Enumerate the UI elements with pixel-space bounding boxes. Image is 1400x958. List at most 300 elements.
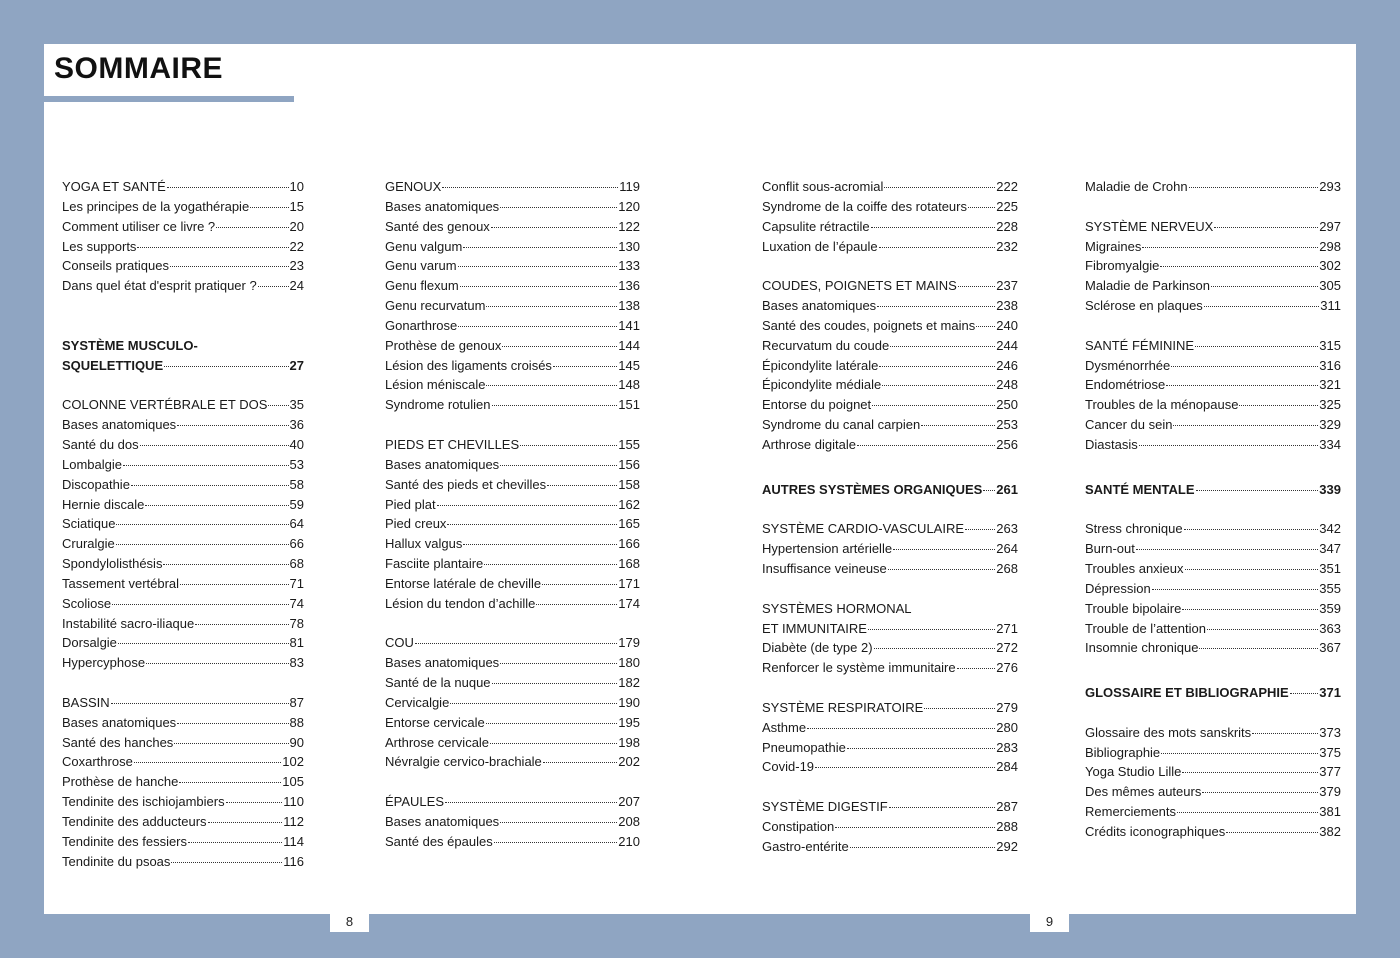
toc-spacer	[62, 316, 304, 336]
toc-entry-label: AUTRES SYSTÈMES ORGANIQUES	[762, 481, 983, 497]
toc-entry-page-number: 116	[283, 853, 304, 869]
toc-entry[interactable]	[1085, 177, 1341, 197]
toc-entry-page-number: 78	[289, 615, 304, 631]
toc-entry[interactable]	[1085, 415, 1341, 435]
toc-entry[interactable]	[1085, 599, 1341, 619]
dot-leader	[547, 485, 617, 486]
toc-entry[interactable]	[62, 792, 304, 812]
toc-entry[interactable]	[1085, 743, 1341, 763]
toc-entry[interactable]	[385, 514, 640, 534]
toc-entry[interactable]	[62, 574, 304, 594]
toc-entry[interactable]	[1085, 336, 1341, 356]
dot-leader	[1195, 346, 1318, 347]
toc-entry-page-number: 232	[996, 238, 1018, 254]
toc-entry-label: Les supports	[62, 238, 137, 254]
dot-leader	[890, 346, 995, 347]
dot-leader	[879, 366, 995, 367]
toc-entry-label: Santé des pieds et chevilles	[385, 476, 547, 492]
toc-section-heading[interactable]	[762, 480, 1018, 500]
toc-entry[interactable]	[762, 559, 1018, 579]
toc-entry-page-number: 288	[996, 819, 1018, 834]
dot-leader	[123, 465, 289, 466]
dot-leader	[1185, 569, 1319, 570]
toc-entry-label: Pied creux	[385, 516, 447, 532]
toc-entry-page-number: 379	[1319, 784, 1341, 800]
toc-entry-page-number: 373	[1319, 724, 1341, 740]
toc-entry-label: Comment utiliser ce livre ?	[62, 218, 216, 234]
toc-entry-label: Santé des genoux	[385, 218, 490, 234]
toc-entry-label: Prothèse de hanche	[62, 774, 179, 790]
dot-leader	[1214, 227, 1318, 228]
toc-spacer	[1085, 197, 1341, 217]
toc-entry[interactable]	[385, 375, 640, 395]
toc-entry-label: Constipation	[762, 819, 835, 834]
toc-entry-page-number: 10	[289, 179, 304, 194]
toc-entry-page-number: 145	[618, 357, 640, 373]
toc-entry-page-number: 280	[996, 719, 1018, 735]
toc-entry[interactable]	[762, 698, 1018, 718]
dot-leader	[112, 604, 288, 605]
toc-entry[interactable]	[762, 276, 1018, 296]
toc-entry-page-number: 81	[289, 635, 304, 651]
toc-section-heading[interactable]	[1085, 480, 1341, 500]
toc-spacer	[762, 678, 1018, 698]
toc-entry-label: COU	[385, 635, 414, 651]
toc-entry[interactable]	[62, 752, 304, 772]
toc-entry[interactable]	[62, 276, 304, 296]
dot-leader	[847, 748, 995, 749]
toc-entry-label: Hallux valgus	[385, 536, 463, 552]
toc-entry-page-number: 367	[1319, 640, 1341, 656]
toc-spacer	[62, 375, 304, 395]
toc-entry-page-number: 158	[618, 476, 640, 492]
dot-leader	[502, 346, 617, 347]
dot-leader	[447, 524, 617, 525]
toc-entry-label: Trouble bipolaire	[1085, 600, 1182, 616]
toc-entry-page-number: 90	[289, 734, 304, 750]
toc-entry-label: Syndrome du canal carpien	[762, 417, 921, 433]
toc-entry[interactable]	[62, 495, 304, 515]
toc-entry-label: Sclérose en plaques	[1085, 298, 1203, 314]
toc-entry[interactable]	[1085, 802, 1341, 822]
toc-entry-label: Lésion des ligaments croisés	[385, 357, 552, 373]
toc-entry[interactable]	[62, 256, 304, 276]
toc-entry-label: Entorse cervicale	[385, 714, 485, 730]
toc-entry-page-number: 297	[1319, 218, 1341, 234]
toc-entry-label: Lésion méniscale	[385, 377, 486, 393]
toc-entry[interactable]	[62, 455, 304, 475]
toc-entry[interactable]	[385, 455, 640, 475]
toc-entry[interactable]	[62, 534, 304, 554]
toc-entry-page-number: 87	[289, 694, 304, 710]
toc-entry[interactable]	[62, 633, 304, 653]
dot-leader	[1139, 445, 1319, 446]
toc-entry-label: Insuffisance veineuse	[762, 561, 887, 577]
toc-entry-label: ÉPAULES	[385, 794, 445, 810]
toc-entry-label: Santé du dos	[62, 436, 139, 452]
toc-entry[interactable]	[385, 673, 640, 693]
dot-leader	[500, 207, 617, 208]
toc-entry-label: Bases anatomiques	[62, 714, 177, 730]
toc-entry-label: Diastasis	[1085, 436, 1138, 452]
toc-entry-page-number: 271	[996, 620, 1018, 636]
dot-leader	[268, 405, 288, 406]
toc-entry[interactable]	[1085, 217, 1341, 237]
dot-leader	[1182, 609, 1318, 610]
toc-entry[interactable]	[385, 356, 640, 376]
title-underline-bar	[44, 96, 294, 102]
toc-entry-page-number: 311	[1320, 298, 1341, 314]
toc-entry[interactable]	[762, 658, 1018, 678]
toc-spacer	[762, 579, 1018, 599]
dot-leader	[486, 306, 617, 307]
dot-leader	[460, 286, 618, 287]
toc-entry-label: Covid-19	[762, 759, 815, 775]
toc-entry-label: Maladie de Parkinson	[1085, 278, 1211, 294]
toc-entry[interactable]	[1085, 579, 1341, 599]
dot-leader	[177, 425, 288, 426]
toc-entry[interactable]	[762, 718, 1018, 738]
toc-entry-page-number: 264	[996, 541, 1018, 557]
toc-entry-label: Bases anatomiques	[385, 198, 500, 214]
toc-entry[interactable]	[762, 356, 1018, 376]
toc-entry-page-number: 151	[618, 397, 640, 413]
toc-entry-label: Dans quel état d'esprit pratiquer ?	[62, 278, 257, 294]
dot-leader	[1252, 733, 1318, 734]
toc-entry[interactable]	[385, 316, 640, 336]
toc-entry[interactable]	[1085, 256, 1341, 276]
toc-entry[interactable]	[762, 415, 1018, 435]
toc-entry[interactable]	[762, 539, 1018, 559]
toc-entry[interactable]	[385, 256, 640, 276]
toc-spacer	[385, 772, 640, 792]
toc-entry[interactable]	[385, 395, 640, 415]
toc-entry[interactable]	[385, 812, 640, 832]
toc-entry-label: Lombalgie	[62, 456, 122, 472]
toc-entry-label: Asthme	[762, 719, 807, 735]
toc-entry[interactable]	[385, 832, 640, 852]
toc-entry[interactable]	[1085, 539, 1341, 559]
toc-entry-label: Bases anatomiques	[385, 814, 500, 829]
toc-entry-page-number: 166	[618, 536, 640, 552]
toc-entry[interactable]	[385, 495, 640, 515]
toc-entry-page-number: 20	[289, 218, 304, 234]
toc-entry-label: Pied plat	[385, 496, 436, 512]
toc-entry-label: Renforcer le système immunitaire	[762, 660, 956, 676]
toc-entry-label: Conflit sous-acromial	[762, 179, 884, 194]
toc-entry-page-number: 148	[618, 377, 640, 393]
toc-entry-label: Capsulite rétractile	[762, 218, 870, 234]
dot-leader	[968, 207, 995, 208]
dot-leader	[492, 405, 618, 406]
toc-entry[interactable]	[385, 276, 640, 296]
toc-entry-page-number: 248	[996, 377, 1018, 393]
dot-leader	[921, 425, 995, 426]
dot-leader	[1226, 832, 1318, 833]
toc-entry[interactable]	[62, 197, 304, 217]
dot-leader	[871, 227, 996, 228]
toc-entry[interactable]	[62, 812, 304, 832]
dot-leader	[857, 445, 995, 446]
toc-entry-label: Scoliose	[62, 595, 112, 611]
toc-entry-label: Hypertension artérielle	[762, 541, 893, 557]
toc-entry[interactable]	[762, 296, 1018, 316]
toc-entry[interactable]	[1085, 237, 1341, 257]
toc-entry[interactable]	[1085, 375, 1341, 395]
toc-entry[interactable]	[762, 837, 1018, 857]
dot-leader	[957, 668, 996, 669]
toc-entry[interactable]	[62, 852, 304, 872]
dot-leader	[1177, 812, 1318, 813]
toc-entry-page-number: 66	[289, 536, 304, 552]
toc-entry[interactable]	[385, 554, 640, 574]
dot-leader	[146, 663, 288, 664]
toc-entry[interactable]	[1085, 782, 1341, 802]
toc-entry-page-number: 155	[618, 436, 640, 452]
toc-entry-page-number: 261	[996, 481, 1018, 497]
toc-entry[interactable]	[1085, 559, 1341, 579]
toc-section-heading[interactable]	[62, 336, 304, 356]
dot-leader	[1160, 266, 1318, 267]
toc-entry-page-number: 190	[618, 694, 640, 710]
dot-leader	[490, 743, 617, 744]
dot-leader	[879, 247, 996, 248]
toc-entry-label: Tassement vertébral	[62, 575, 180, 591]
toc-entry-page-number: 253	[996, 417, 1018, 433]
toc-entry[interactable]	[762, 738, 1018, 758]
toc-entry-label: SQUELETTIQUE	[62, 357, 164, 373]
toc-entry[interactable]	[1085, 723, 1341, 743]
toc-entry-page-number: 171	[618, 575, 640, 591]
toc-entry[interactable]	[62, 713, 304, 733]
toc-entry[interactable]	[762, 435, 1018, 455]
toc-entry[interactable]	[385, 713, 640, 733]
dot-leader	[1161, 753, 1318, 754]
toc-spread	[44, 44, 1356, 914]
toc-entry-page-number: 141	[618, 317, 640, 333]
toc-entry-page-number: 342	[1319, 521, 1341, 537]
toc-entry-page-number: 293	[1319, 179, 1341, 194]
dot-leader	[1202, 792, 1318, 793]
toc-spacer	[762, 256, 1018, 276]
toc-entry[interactable]	[62, 832, 304, 852]
dot-leader	[1136, 549, 1318, 550]
page-title: SOMMAIRE	[54, 52, 223, 85]
toc-entry[interactable]	[385, 534, 640, 554]
toc-entry-page-number: 228	[996, 218, 1018, 234]
toc-entry[interactable]	[385, 177, 640, 197]
toc-entry[interactable]	[762, 197, 1018, 217]
toc-entry-page-number: 165	[618, 516, 640, 532]
dot-leader	[872, 405, 995, 406]
toc-entry[interactable]	[62, 395, 304, 415]
toc-entry-label: Endométriose	[1085, 377, 1166, 393]
toc-entry-page-number: 268	[996, 561, 1018, 577]
toc-entry[interactable]	[385, 733, 640, 753]
toc-section-heading[interactable]	[62, 356, 304, 376]
toc-entry[interactable]	[62, 415, 304, 435]
toc-entry-label: Des mêmes auteurs	[1085, 784, 1202, 800]
toc-entry-page-number: 321	[1319, 377, 1341, 393]
toc-entry[interactable]	[385, 197, 640, 217]
toc-entry-page-number: 144	[618, 337, 640, 353]
dot-leader	[888, 569, 996, 570]
toc-entry[interactable]	[62, 614, 304, 634]
dot-leader	[882, 385, 995, 386]
toc-entry[interactable]	[762, 599, 1018, 619]
dot-leader	[500, 465, 617, 466]
toc-entry-label: Lésion du tendon d’achille	[385, 595, 536, 611]
toc-entry[interactable]	[762, 519, 1018, 539]
toc-entry-label: Trouble de l’attention	[1085, 620, 1206, 636]
toc-section-heading[interactable]	[1085, 683, 1341, 703]
toc-entry[interactable]	[1085, 762, 1341, 782]
toc-entry-page-number: 156	[618, 456, 640, 472]
toc-entry[interactable]	[62, 554, 304, 574]
toc-spacer	[762, 500, 1018, 520]
toc-entry-page-number: 180	[618, 655, 640, 671]
toc-entry-label: SANTÉ FÉMININE	[1085, 337, 1195, 353]
toc-entry-page-number: 68	[289, 556, 304, 572]
toc-entry-page-number: 298	[1319, 238, 1341, 254]
toc-entry[interactable]	[762, 336, 1018, 356]
toc-entry[interactable]	[762, 237, 1018, 257]
toc-entry[interactable]	[385, 336, 640, 356]
toc-entry[interactable]	[62, 177, 304, 197]
toc-entry[interactable]	[385, 475, 640, 495]
toc-entry-label: Burn-out	[1085, 541, 1135, 557]
toc-entry[interactable]	[62, 514, 304, 534]
toc-entry-page-number: 174	[618, 595, 640, 611]
dot-leader	[965, 529, 995, 530]
toc-entry-page-number: 263	[996, 521, 1018, 537]
toc-entry[interactable]	[1085, 638, 1341, 658]
toc-entry-label: Tendinite du psoas	[62, 853, 171, 869]
toc-entry[interactable]	[62, 475, 304, 495]
toc-entry[interactable]	[385, 633, 640, 653]
dot-leader	[458, 266, 618, 267]
toc-entry[interactable]	[385, 792, 640, 812]
toc-entry-label: Bibliographie	[1085, 744, 1161, 760]
toc-entry[interactable]	[762, 375, 1018, 395]
toc-entry[interactable]	[762, 757, 1018, 777]
dot-leader	[258, 286, 289, 287]
toc-entry-label: Genu recurvatum	[385, 298, 486, 314]
toc-entry[interactable]	[1085, 356, 1341, 376]
toc-entry-label: Santé des coudes, poignets et mains	[762, 317, 976, 333]
dot-leader	[450, 703, 617, 704]
dot-leader	[167, 187, 289, 188]
toc-entry[interactable]	[762, 177, 1018, 197]
toc-entry[interactable]	[385, 752, 640, 772]
toc-entry[interactable]	[62, 653, 304, 673]
toc-entry[interactable]	[385, 574, 640, 594]
toc-entry[interactable]	[385, 296, 640, 316]
toc-entry[interactable]	[62, 237, 304, 257]
dot-leader	[1211, 286, 1318, 287]
toc-entry[interactable]	[762, 638, 1018, 658]
toc-spacer	[385, 415, 640, 435]
toc-entry[interactable]	[385, 237, 640, 257]
toc-entry[interactable]	[62, 435, 304, 455]
dot-leader	[874, 648, 996, 649]
toc-entry-label: Santé des épaules	[385, 833, 493, 849]
toc-entry[interactable]	[1085, 435, 1341, 455]
toc-entry-label: Tendinite des ischiojambiers	[62, 794, 225, 810]
toc-entry[interactable]	[762, 817, 1018, 837]
toc-entry-label: Santé de la nuque	[385, 675, 491, 691]
dot-leader	[520, 445, 617, 446]
toc-entry-label: Instabilité sacro-iliaque	[62, 615, 195, 631]
toc-entry-label: Recurvatum du coude	[762, 337, 890, 353]
toc-entry-label: YOGA ET SANTÉ	[62, 179, 166, 194]
toc-column-4	[1085, 177, 1341, 842]
toc-entry[interactable]	[762, 797, 1018, 817]
toc-entry[interactable]	[62, 733, 304, 753]
toc-entry[interactable]	[385, 653, 640, 673]
dot-leader	[924, 708, 995, 709]
toc-entry[interactable]	[385, 217, 640, 237]
toc-entry-page-number: 22	[289, 238, 304, 254]
toc-entry[interactable]	[1085, 822, 1341, 842]
toc-entry-label: Bases anatomiques	[762, 298, 877, 314]
toc-entry-page-number: 105	[282, 774, 304, 790]
toc-entry[interactable]	[1085, 395, 1341, 415]
toc-entry-label: Bases anatomiques	[385, 456, 500, 472]
toc-entry-page-number: 40	[289, 436, 304, 452]
dot-leader	[437, 505, 618, 506]
toc-entry-page-number: 208	[618, 814, 640, 829]
toc-entry[interactable]	[1085, 519, 1341, 539]
toc-entry-label: SYSTÈME NERVEUX	[1085, 218, 1214, 234]
toc-entry[interactable]	[1085, 276, 1341, 296]
toc-entry[interactable]	[762, 217, 1018, 237]
toc-entry-page-number: 210	[618, 833, 640, 849]
toc-entry-page-number: 329	[1319, 417, 1341, 433]
toc-entry-label: Arthrose digitale	[762, 436, 856, 452]
dot-leader	[807, 728, 995, 729]
dot-leader	[445, 802, 617, 803]
toc-spacer	[385, 614, 640, 634]
toc-entry[interactable]	[385, 693, 640, 713]
dot-leader	[1171, 366, 1318, 367]
toc-spacer	[762, 455, 1018, 475]
toc-entry-label: Entorse du poignet	[762, 397, 872, 413]
toc-entry[interactable]	[762, 395, 1018, 415]
toc-entry[interactable]	[762, 316, 1018, 336]
toc-entry[interactable]	[62, 772, 304, 792]
dot-leader	[131, 485, 289, 486]
dot-leader	[116, 544, 289, 545]
toc-entry-page-number: 256	[996, 436, 1018, 452]
dot-leader	[1142, 247, 1318, 248]
toc-column-2	[385, 177, 640, 852]
toc-entry[interactable]	[385, 594, 640, 614]
toc-entry[interactable]	[1085, 619, 1341, 639]
toc-entry-label: Dépression	[1085, 580, 1151, 596]
toc-entry-page-number: 382	[1319, 824, 1341, 839]
toc-entry-page-number: 35	[289, 397, 304, 413]
toc-entry[interactable]	[62, 217, 304, 237]
toc-entry[interactable]	[62, 594, 304, 614]
toc-entry-label: Syndrome rotulien	[385, 397, 491, 413]
toc-entry-label: Maladie de Crohn	[1085, 179, 1188, 194]
toc-entry[interactable]	[385, 435, 640, 455]
toc-entry[interactable]	[62, 693, 304, 713]
toc-entry[interactable]	[1085, 296, 1341, 316]
toc-entry-page-number: 276	[996, 660, 1018, 676]
toc-entry[interactable]	[762, 619, 1018, 639]
